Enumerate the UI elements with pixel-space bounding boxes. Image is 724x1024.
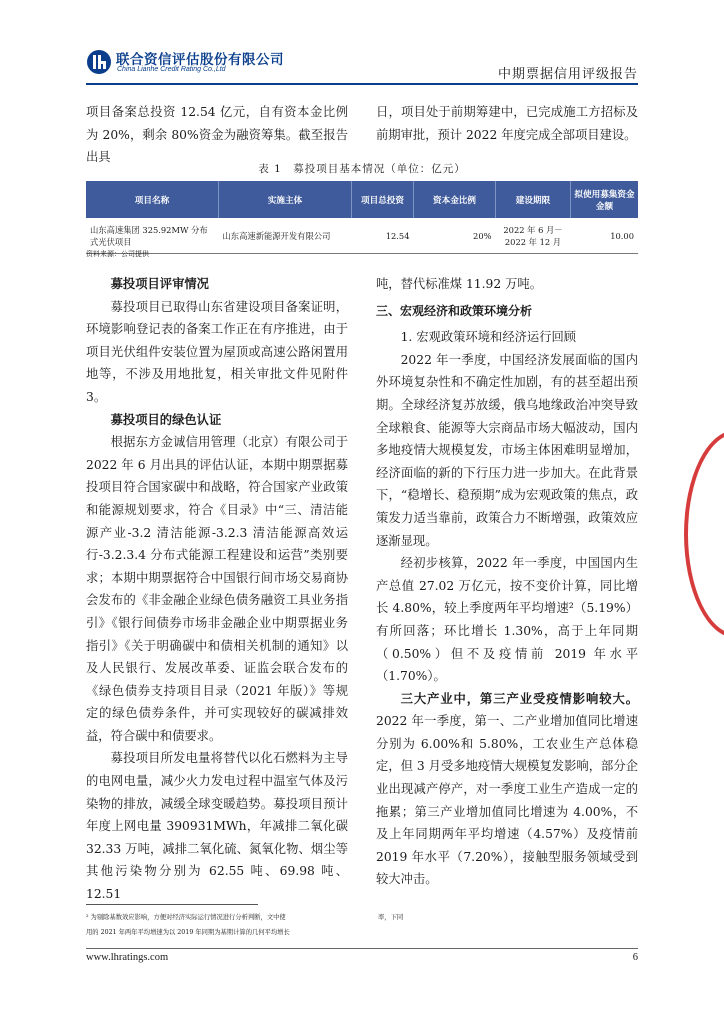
table-cell: 山东高速新能源开发有限公司 xyxy=(219,218,352,254)
company-logo-icon xyxy=(86,49,112,75)
left-column xyxy=(86,273,348,906)
paragraph-review-status: 募投项目已取得山东省建设项目备案证明，环境影响登记表的备案工作正在有序推进，由于项目光伏组件安装位置为屋顶或高速公路闲置用地等，不涉及用地批复，相关审批文件见附件 3。 xyxy=(86,299,348,404)
table-header-cell: 拟使用募集资金金额 xyxy=(571,181,639,218)
project-table xyxy=(86,181,638,254)
company-name-cn: 联合资信评估股份有限公司 xyxy=(116,52,284,68)
heading-green-certification: 募投项目的绿色认证 xyxy=(110,411,222,427)
table-header-cell: 项目名称 xyxy=(86,181,219,218)
page-number: 6 xyxy=(632,952,638,963)
right-column xyxy=(376,273,638,891)
paragraph-gdp: 经初步核算，2022 年一季度，中国国内生产总值 27.02 万亿元，按不变价计算，同比增长 4.80%，较上季度两年平均增速²（5.19%）有所回落；环比增长 1.30%，高于上年同期（0.50%）但不及疫情前 2019 年水平（1.70%）。 xyxy=(376,556,638,684)
footer-url: www.lhratings.com xyxy=(86,952,169,963)
industries-lead-sentence: 三大产业中，第三产业受疫情影响较大。 xyxy=(400,690,638,706)
paragraph-emission-reduction: 募投项目所发电量将替代以化石燃料为主导的电网电量，减少火力发电过程中温室气体及污染物的排放，减缓全球变暖趋势。募投项目预计年度上网电量 390931MWh，年减排二氧化碳 32.33 万吨，减排二氧化硫、氮氧化物、烟尘等其他污染物分别为 62.55 吨、69.98 吨、12.51 xyxy=(86,751,348,902)
table-cell: 2022 年 6 月－2022 年 12 月 xyxy=(496,218,571,254)
paragraph-green-certification: 根据东方金诚信用管理（北京）有限公司于 2022 年 6 月出具的评估认证，本期中期票据募投项目符合国家碳中和战略，符合国家产业政策和能源规划要求，符合《目录》中“三、清洁能源产业-3.2 清洁能源-3.2.3 清洁能源高效运行-3.2.3.4 分布式能源工程建设和运营”类别要求；本期中期票据符合中国银行间市场交易商协会发布的《非金融企业绿色债务融资工具业务指引》《银行间债券市场非金融企业中期票据业务指引》《关于明确碳中和债相关机制的通知》以及人民银行、发展改革委、证监会联合发布的《绿色债券支持项目目录（2021 年版）》等规定的绿色债券条件，并可实现较好的碳减排效益，符合碳中和债要求。 xyxy=(86,435,348,743)
top-left-text-block xyxy=(86,101,348,169)
top-right-text-block xyxy=(376,101,638,146)
table-header-row xyxy=(86,181,638,218)
table-cell: 10.00 xyxy=(571,218,639,254)
top-right-paragraph: 日，项目处于前期筹建中，已完成施工方招标及前期审批，预计 2022 年度完成全部项目建设。 xyxy=(376,105,638,142)
industries-body-text: 2022 年一季度，第一、二产业增加值同比增速分别为 6.00%和 5.80%，工农业生产总体稳定，但 3 月受多地疫情大规模复发影响，部分企业出现减产停产，对一季度工业生产造成一定的拖累；第三产业增加值同比增速为 4.00%，不及上年同期两年平均增速（4.57%）及疫情前 2019 年水平（7.20%），接触型服务领域受到较大冲击。 xyxy=(376,714,638,887)
paragraph-coal-replacement: 吨，替代标准煤 11.92 万吨。 xyxy=(376,277,542,291)
table-row xyxy=(86,218,638,254)
table-header-cell: 实施主体 xyxy=(219,181,352,218)
company-seal-stamp xyxy=(684,430,724,638)
footnote-line-2: 用的 2021 年两年平均增速为以 2019 年同期为基期计算的几何平均增长 xyxy=(86,929,290,936)
table-cell: 12.54 xyxy=(352,218,414,254)
section-heading-macro: 三、宏观经济和政策环境分析 xyxy=(376,303,533,318)
table-header-cell: 项目总投资 xyxy=(352,181,414,218)
header-divider xyxy=(86,83,638,85)
paragraph-industries xyxy=(376,688,638,891)
heading-review-status: 募投项目评审情况 xyxy=(110,276,209,291)
subheading-macro-review: 1. 宏观政策环境和经济运行回顾 xyxy=(400,330,577,345)
top-left-paragraph: 项目备案总投资 12.54 亿元，自有资本金比例为 20%，剩余 80%资金为融资筹集。截至报告出具 xyxy=(86,105,348,165)
footer-divider xyxy=(86,948,638,949)
table-header-cell: 资本金比例 xyxy=(414,181,496,218)
table-cell: 20% xyxy=(414,218,496,254)
footnote-line-1: ² 为剔除基数效应影响，方便对经济实际运行情况进行分析判断，文中使 xyxy=(86,914,286,921)
company-name-en: China Lianhe Credit Rating Co.,Ltd xyxy=(117,66,226,73)
paragraph-macro-environment: 2022 年一季度，中国经济发展面临的国内外环境复杂性和不确定性加剧，有的甚至超出预期。全球经济复苏放缓，俄乌地缘政治冲突导致全球粮食、能源等大宗商品市场大幅波动，国内多地疫情大规模复发，市场主体困难明显增加，经济面临的新的下行压力进一步加大。在此背景下，“稳增长、稳预期”成为宏观政策的焦点，政策发力适当靠前，政策合力不断增强，政策效应逐渐显现。 xyxy=(376,352,638,548)
table-caption: 表 1 募投项目基本情况（单位：亿元） xyxy=(258,163,466,175)
footnote-line-3: 率，下同 xyxy=(378,914,404,921)
table-cell: 山东高速集团 325.92MW 分布式光伏项目 xyxy=(86,218,219,254)
table-header-cell: 建设期限 xyxy=(496,181,571,218)
table-source-note: 资料来源：公司提供 xyxy=(86,250,149,258)
footnote-divider xyxy=(86,904,258,905)
document-title: 中期票据信用评级报告 xyxy=(497,67,638,82)
